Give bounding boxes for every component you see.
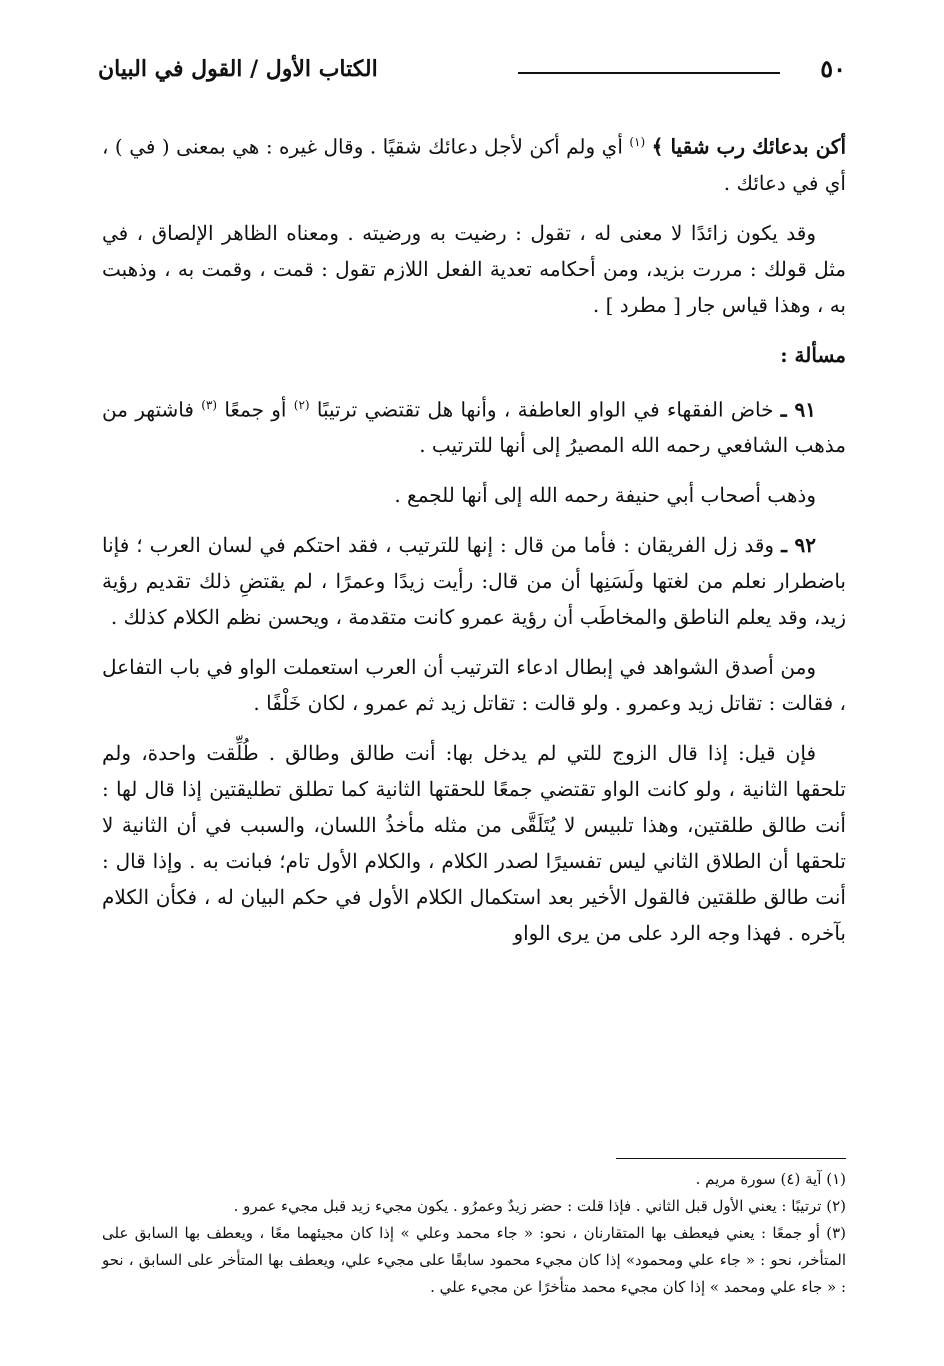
running-title: الكتاب الأول / القول في البيان: [98, 56, 378, 82]
footnote-1: (١) آية (٤) سورة مريم .: [695, 1170, 846, 1188]
paragraph-1-text: أي ولم أكن لأجل دعائك شقيًا . وقال غيره : هي بمعنى ( في ) ، أي في دعائك .: [102, 134, 846, 195]
main-text: [102, 124, 846, 965]
paragraph-6: ومن أصدق الشواهد في إبطال ادعاء الترتيب أن العرب استعملت الواو في باب التفاعل ، فقالت : تقاتل زيد وعمرو . ولو قالت : تقاتل زيد ثم عمرو ، لكان خَلْفًا .: [102, 655, 846, 716]
paragraph-7: فإن قيل: إذا قال الزوج للتي لم يدخل بها: أنت طالق وطالق . طُلِّقت واحدة، ولم تلحقها الثانية ، ولو كانت الواو تقتضي جمعًا للحقتها الثانية كما تطلق تطليقتين إذا قال لها : أنت طالق طلقتين، وهذا تلبيس لا يُتَلَقَّى من مثله مأخذُ اللسان، والسبب في أن الثانية لا تلحقها أن الطلاق الثاني ليس تفسيرًا لصدر الكلام ، والكلام الأول تام؛ فبانت به . وإذا قال : أنت طالق طلقتين فالقول الأخير بعد استكمال الكلام الأول في حكم البيان له ، فكأن الكلام بآخره . فهذا وجه الرد على من يرى الواو: [102, 741, 846, 946]
footnote-2: (٢) ترتيبًا : يعني الأول قبل الثاني . فإذا قلت : حضر زيدٌ وعمرُو . يكون مجيء زيد قبل مجيء عمرو .: [233, 1197, 846, 1215]
paragraph-91-text-a: خاض الفقهاء في الواو العاطفة ، وأنها هل تقتضي ترتيبًا: [316, 397, 774, 422]
paragraph-91-text-b: أو جمعًا: [224, 397, 287, 422]
footnotes: [102, 1166, 846, 1301]
footnote-ref-2: (٢): [293, 397, 310, 412]
footnote-ref-3: (٣): [201, 397, 218, 412]
header-rule: [518, 72, 780, 74]
section-heading: مسألة :: [780, 342, 846, 367]
page-number: ٥٠: [820, 54, 846, 83]
paragraph-4: وذهب أصحاب أبي حنيفة رحمه الله إلى أنها للجمع .: [394, 483, 816, 508]
paragraph-91-text-c: فاشتهر من مذهب الشافعي رحمه الله المصيرُ إلى أنها للترتيب .: [102, 397, 846, 458]
paragraph-91: [102, 387, 846, 464]
paragraph-92: [102, 527, 846, 635]
footnote-divider: [616, 1158, 846, 1159]
paragraph-92-text: وقد زل الفريقان : فأما من قال : إنها للترتيب ، فقد احتكم في لسان العرب ؛ فإنا باضطرار نعلم من لغتها ولَسَنِها أن من قال: رأيت زيدًا وعمرًا ، لم يقتضِ ذلك تقديم رؤية زيد، وقد يعلم الناطق والمخاطَب أن رؤية عمرو كانت متقدمة ، ويحسن نظم الكلام كذلك .: [102, 533, 846, 630]
paragraph-number-92: ٩٢ ـ: [781, 533, 816, 558]
footnote-3: (٣) أو جمعًا : يعني فيعطف بها المتقارنان ، نحو: « جاء محمد وعلي » إذا كان مجيئهما معًا ، ويعطف بها السابق على المتأخر، نحو : « جاء علي ومحمود» إذا كان مجيء محمود سابقًا على مجيء علي، ويعطف بها المتأخر على السابق ، نحو : « جاء علي ومحمد » إذا كان مجيء محمد متأخرًا عن مجيء علي .: [102, 1224, 846, 1296]
paragraph-1: [102, 124, 846, 201]
paragraph-number-91: ٩١ ـ: [780, 397, 817, 422]
footnote-ref-1: (١): [629, 135, 646, 149]
paragraph-2: وقد يكون زائدًا لا معنى له ، تقول : رضيت به ورضيته . ومعناه الظاهر الإلصاق ، في مثل قولك : مررت بزيد، ومن أحكامه تعدية الفعل اللازم تقول : قمت ، وقمت به ، وذهبت به ، وهذا قياس جار [ مطرد ] .: [102, 220, 846, 317]
quran-quote: أكن بدعائك رب شقيا ﴾: [651, 134, 847, 159]
page-header: [98, 54, 846, 94]
